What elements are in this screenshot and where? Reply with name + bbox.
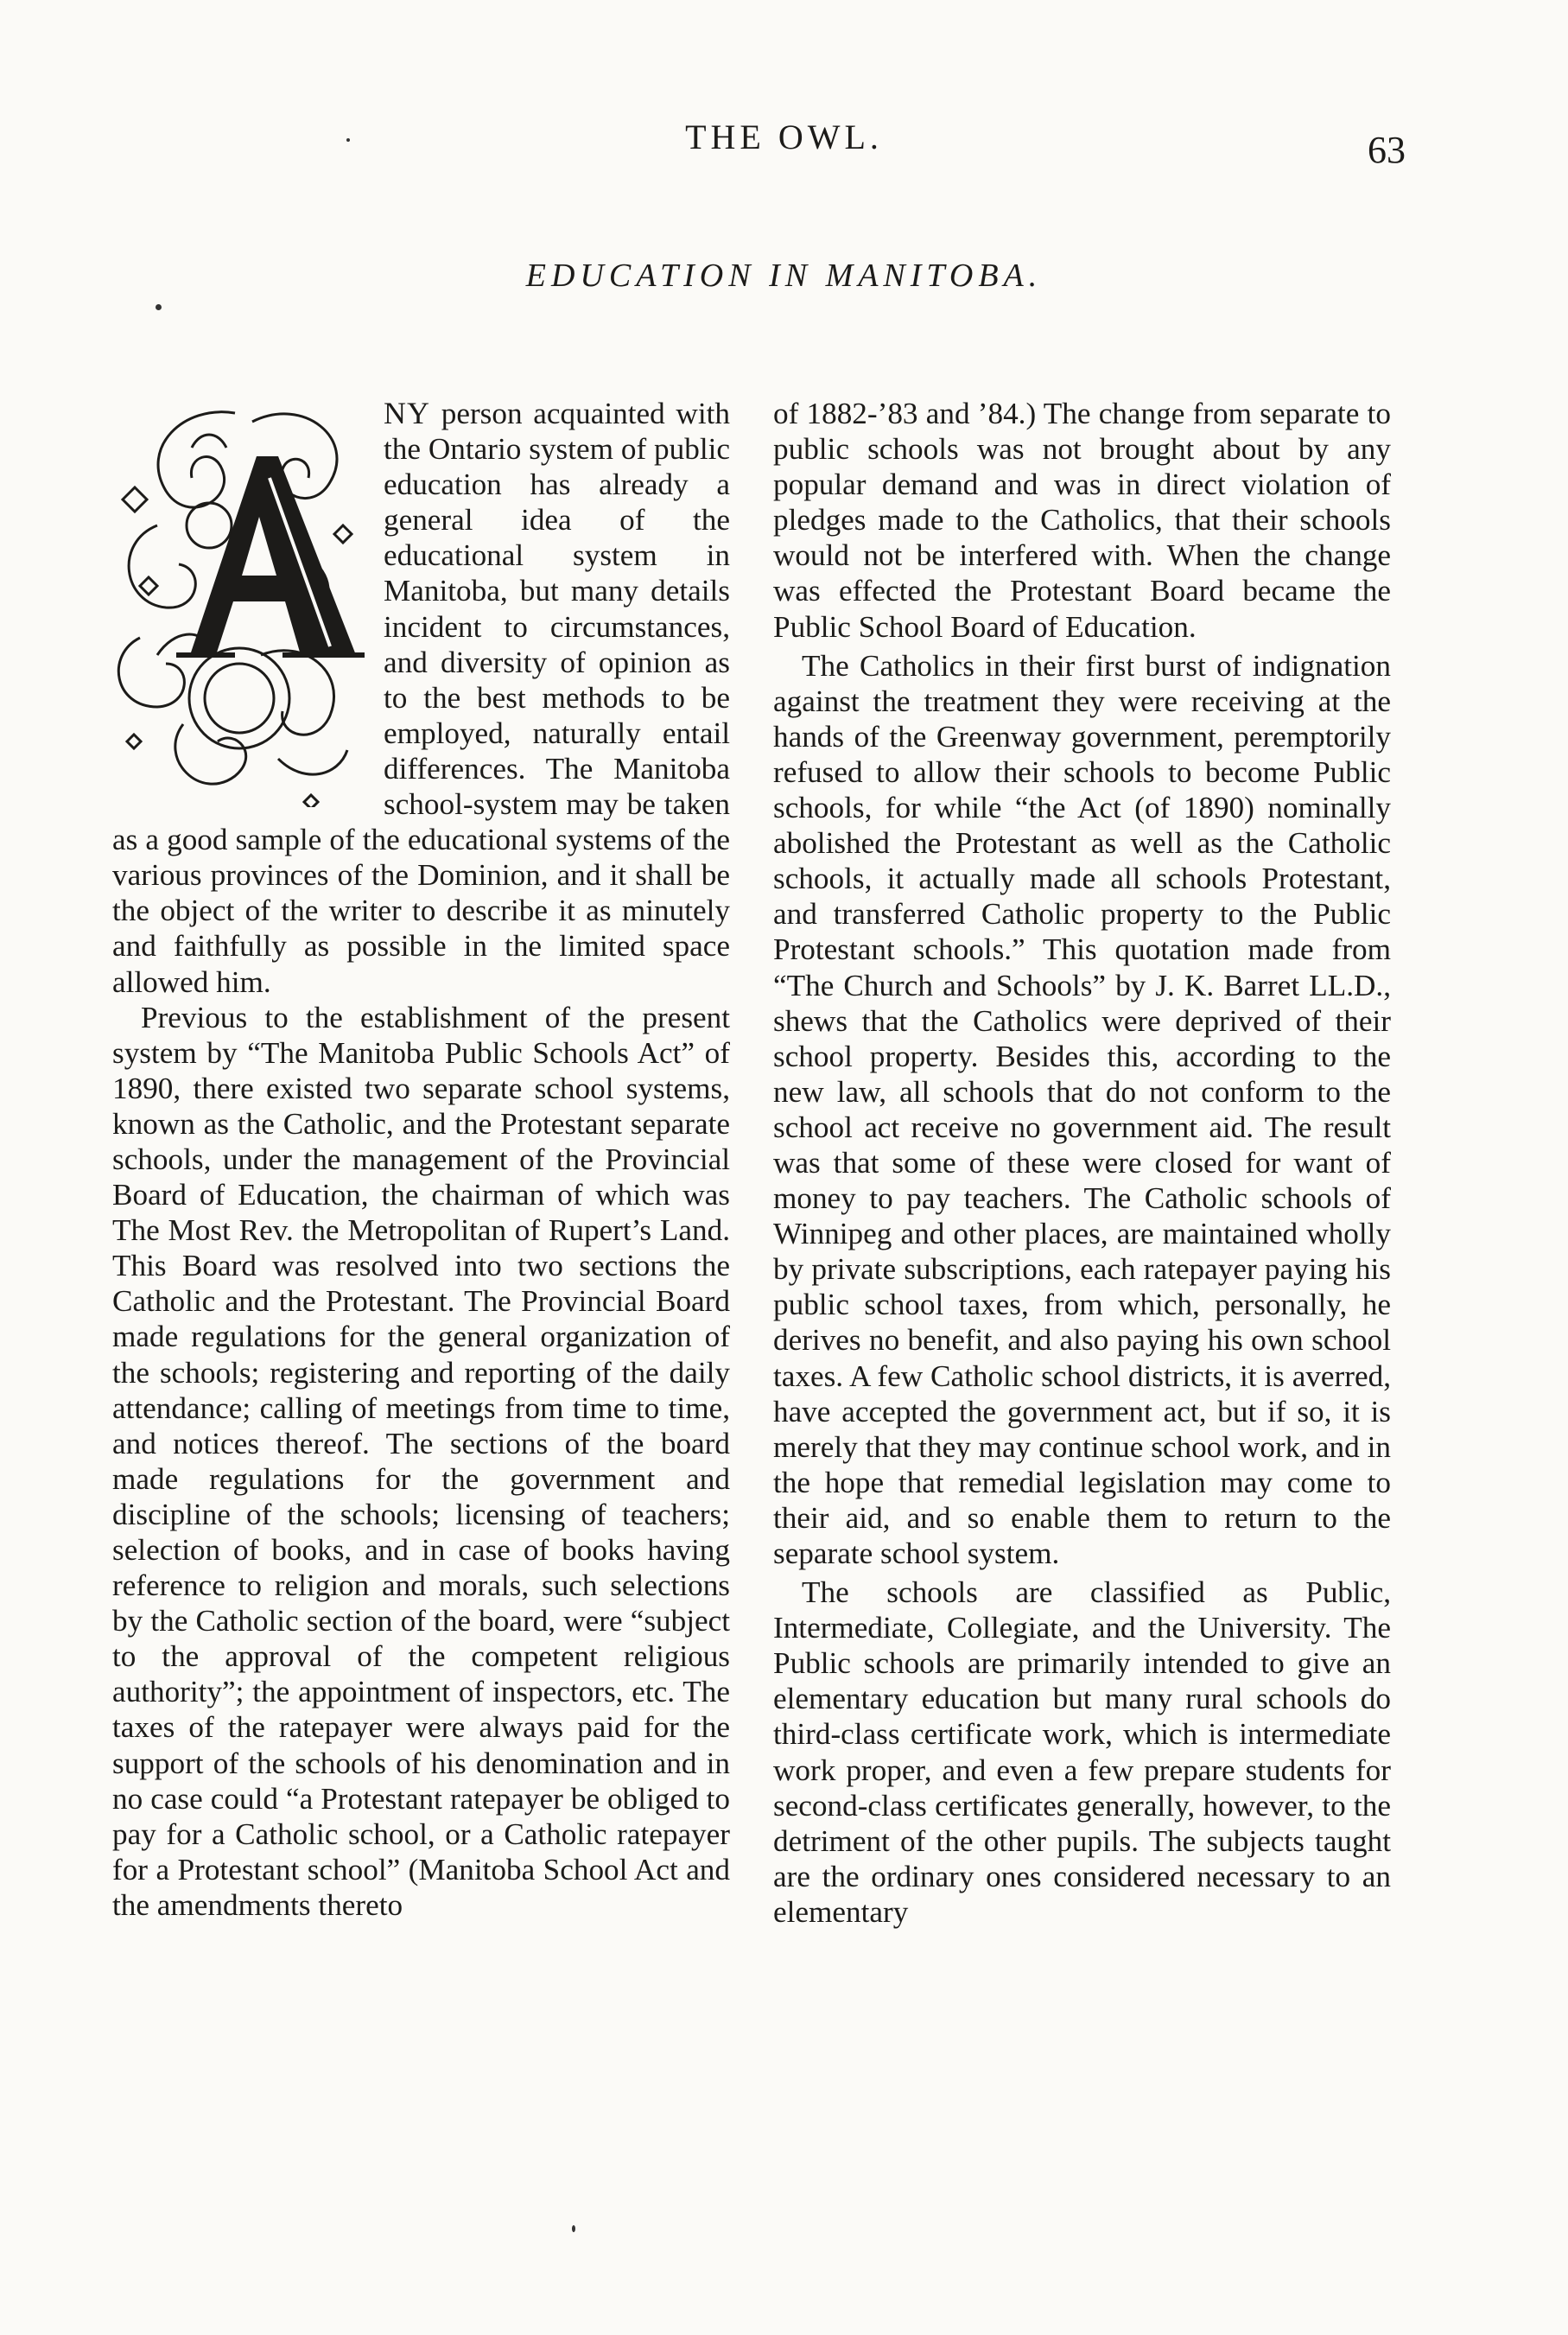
page-number: 63 [1368, 129, 1406, 171]
paragraph-2: Previous to the establishment of the present system by “The Manitoba Public Schools Act” of 1890, there existed two separate school systems, known as the Catholic, and the Protestant separate schools, under the management of the Provincial Board of Education, the chairman of which was The Most Rev. the Metropolitan of Rupert’s Land. This Board was resolved into two sections the Catholic and the Protestant. The Provincial Board made regulations for the general organization of the schools; registering and reporting of the daily attendance; calling of meetings from time to time, and notices thereof. The sections of the board made regulations for the government and discipline of the schools; licensing of teachers; selection of books, and in case of books having reference to religion and morals, such selections by the Catholic section of the board, were “subject to the approval of the competent religious authority”; the appointment of inspectors, etc. The taxes of the ratepayer were always paid for the support of the schools of his denomination and in no case could “a Protestant ratepayer be obliged to pay for a Catholic school, or a Catholic ratepayer for a Protestant school” (Manitoba School Act and the amendments thereto [112, 1000, 730, 1922]
column-right [773, 396, 1391, 1930]
paragraph-3: of 1882-’83 and ’84.) The change from separate to public schools was not brought about by any popular demand and was in direct violation of pledges made to the Catholics, that their schools would not be interfered with. When the change was effected the Protestant Board became the Public School Board of Education. [773, 397, 1391, 644]
lead-in-letters: NY [384, 396, 430, 430]
paragraph-4: The Catholics in their first burst of indignation against the treatment they were receiving at the hands of the Greenway government, peremptorily refused to allow their schools to become Public schools, for while “the Act (of 1890) nominally abolished the Protestant as well as the Catholic schools, it actually made all schools Protestant, and transferred Catholic property to the Public Protestant schools.” This quotation made from “The Church and Schools” by J. K. Barret LL.D., shews that the Catholics were deprived of their school property. Besides this, according to the new law, all schools that do not conform to the school act receive no government aid. The result was that some of these were closed for want of money to pay teachers. The Catholic schools of Winnipeg and other places, are maintained wholly by private subscriptions, each ratepayer paying his public school taxes, from which, personally, he derives no benefit, and also paying his own school taxes. A few Catholic school districts, it is averred, have accepted the government act, but if so, it is merely that they may continue school work, and in the hope that remedial legislation may come to their aid, and so enable them to return to the separate school system. [773, 648, 1391, 1570]
paragraph-5: The schools are classified as Public, Intermediate, Collegiate, and the University. The Public schools are primarily intended to give an elementary education but many rural schools do third-class certificate work, which is intermediate work proper, and even a few prepare students for second-class certificates generally, however, to the detriment of the other pupils. The subjects taught are the ordinary ones considered necessary to an elementary [773, 1575, 1391, 1929]
print-speck [572, 2225, 575, 2232]
running-head: THE OWL. [685, 118, 883, 156]
column-left [112, 396, 730, 1923]
print-speck [156, 304, 162, 310]
ornamental-initial-icon [105, 396, 375, 807]
paragraph-1: person acquainted with the Ontario system of public education has already a general idea of the educational system in Manitoba, but many details incident to circumstances, and diversity of opinion as to the best methods to be employed, naturally entail differences. The Manitoba school-system may be taken as a good sample of the educational systems of the various provinces of the Dominion, and it shall be the object of the writer to describe it as minutely and faithfully as possible in the limited space allowed him. [112, 397, 730, 999]
print-speck [346, 138, 350, 142]
article-title: EDUCATION IN MANITOBA. [525, 258, 1043, 294]
